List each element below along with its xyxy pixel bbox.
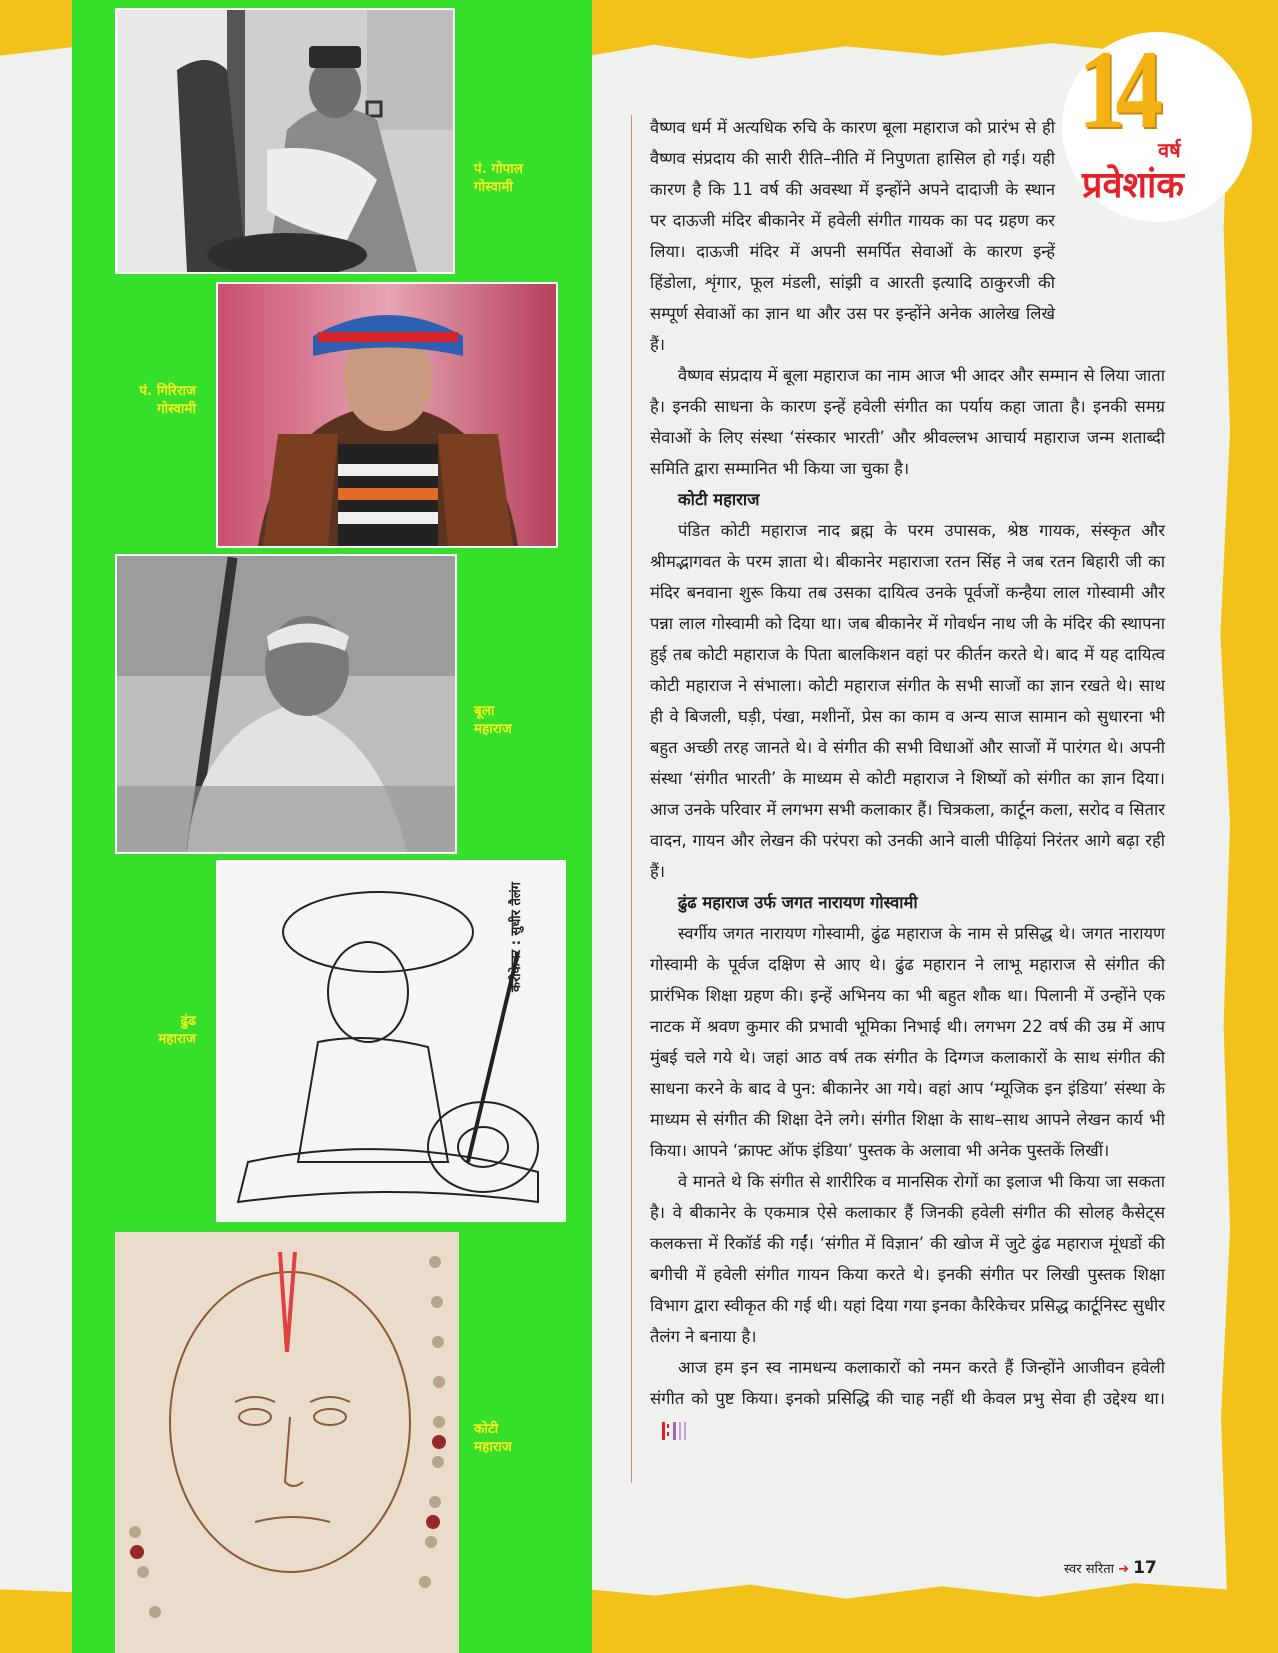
caption-line: महाराज (474, 1439, 512, 1455)
paragraph: वैष्णव धर्म में अत्यधिक रुचि के कारण बूला महाराज को प्रारंभ से ही वैष्णव संप्रदाय की सारी रीति–नीति में निपुणता हासिल हो गई। यही कारण है कि 11 वर्ष की अवस्था में इन्होंने अपने दादाजी के स्थान पर दाऊजी मंदिर बीकानेर में हवेली संगीत गायक का पद ग्रहण कर लिया। दाऊजी मंदिर में अपनी समर्पित सेवाओं के कारण इन्हें हिंडोला, शृंगार, फूल मंडली, सांझी व आरती इत्यादि ठाकुरजी की सम्पूर्ण सेवाओं का ज्ञान था और उस पर इन्होंने अनेक आलेख लिखे हैं। (650, 118, 1055, 354)
caption-line: कोटी (474, 1421, 499, 1437)
page-number: 17 (1133, 1558, 1157, 1578)
margin-rule (631, 115, 632, 1483)
photo-gopal-goswami (115, 8, 455, 274)
end-mark-icon (660, 1420, 694, 1442)
caption-line: बूला (474, 703, 495, 719)
paragraph: वे मानते थे कि संगीत से शारीरिक व मानसिक रोगों का इलाज भी किया जा सकता है। वे बीकानेर के एकमात्र ऐसे कलाकार हैं जिनकी हवेली संगीत की सोलह कैसेट्स कलकत्ता में रिकॉर्ड की गईं। ‘संगीत में विज्ञान’ की खोज में जुटे ढुंढ महाराज मूंधडों की बगीची में हवेली संगीत गायन किया करते थे। इनकी संगीत पर लिखी पुस्तक शिक्षा विभाग द्वारा स्वीकृत की गई थी। यहां दिया गया इनका कैरिकेचर प्रसिद्ध कार्टूनिस्ट सुधीर तैलंग ने बनाया है। (650, 1172, 1165, 1346)
page-footer (1064, 1558, 1157, 1578)
caption-line: पं. गिरिराज (139, 383, 196, 399)
paragraph: स्वर्गीय जगत नारायण गोस्वामी, ढुंढ महाराज के नाम से प्रसिद्ध थे। जगत नारायण गोस्वामी के पूर्वज दक्षिण से आए थे। ढुंढ महारान ने लाभू महाराज से संगीत की प्रारंभिक शिक्षा ग्रहण की। इन्हें अभिनय का भी बहुत शौक था। पिलानी में उन्होंने एक नाटक में श्रवण कुमार की प्रभावी भूमिका निभाई थी। लगभग 22 वर्ष की उम्र में आप मुंबई चले गये थे। जहां आठ वर्ष तक संगीत के दिग्गज कलाकारों के साथ संगीत की साधना करने के बाद वे पुन: बीकानेर आ गये। वहां आप ‘म्यूजिक इन इंडिया’ संस्था के माध्यम से संगीत की शिक्षा देने लगे। संगीत शिक्षा के साथ–साथ आपने लेखन कार्य भी किया। आपने ‘क्राफ्ट ऑफ इंडिया’ पुस्तक के अलावा भी अनेक पुस्तकें लिखीं। (650, 924, 1165, 1160)
paragraph: वैष्णव संप्रदाय में बूला महाराज का नाम आज भी आदर और सम्मान से लिया जाता है। इनकी साधना के कारण इन्हें हवेली संगीत का पर्याय कहा जाता है। इनकी समग्र सेवाओं के लिए संस्था ‘संस्कार भारती’ और श्रीवल्लभ आचार्य महाराज जन्म शताब्दी समिति द्वारा सम्मानित भी किया जा चुका है। (650, 366, 1165, 478)
paragraph-text: आज हम इन स्व नामधन्य कलाकारों को नमन करते हैं जिन्होंने आजीवन हवेली संगीत को पुष्ट किया। इनको प्रसिद्धि की चाह नहीं थी केवल प्रभु सेवा ही उद्देश्य था। (650, 1358, 1165, 1408)
caption-line: गोस्वामी (157, 401, 196, 417)
caricature-dhundh-maharaj (216, 860, 566, 1222)
caption-koti-maharaj (474, 1420, 512, 1456)
caption-line: महाराज (158, 1031, 196, 1047)
caption-line: ढुंढ (180, 1013, 196, 1029)
portrait-koti-maharaj (115, 1232, 459, 1653)
caption-gopal-goswami (474, 160, 523, 196)
magazine-name: स्वर सरिता (1064, 1562, 1114, 1577)
paragraph-closing (650, 1352, 1165, 1445)
caption-line: पं. गोपाल (474, 161, 523, 177)
section-heading: ढुंढ महाराज उर्फ जगत नारायण गोस्वामी (678, 893, 918, 912)
badge-number: 14 (1078, 28, 1153, 152)
caricature-credit: कैरीकेचर : सुधीर तैलंग (509, 882, 524, 993)
badge-title: प्रवेशांक (1082, 165, 1184, 206)
paragraph: पंडित कोटी महाराज नाद ब्रह्म के परम उपासक, श्रेष्ठ गायक, संस्कृत और श्रीमद्भागवत के परम ज्ञाता थे। बीकानेर महाराजा रतन सिंह ने जब रतन बिहारी जी का मंदिर बनवाना शुरू किया तब उसका दायित्व उनके पूर्वजों कन्हैया लाल गोस्वामी और पन्ना लाल गोस्वामी को दिया था। जब बीकानेर में गोवर्धन नाथ जी के मंदिर की स्थापना हुई तब कोटी महाराज के पिता बालकिशन वहां पर कीर्तन करते थे। बाद में यह दायित्व कोटी महाराज ने संभाला। कोटी महाराज संगीत के सभी साजों का ज्ञान रखते थे। साथ ही वे बिजली, घड़ी, पंखा, मशीनों, प्रेस का काम व अन्य साज सामान को सुधारना भी बहुत अच्छी तरह जानते थे। वे संगीत की सभी विधाओं और साजों में पारंगत थे। अपनी संस्था ‘संगीत भारती’ के माध्यम से कोटी महाराज ने शिष्यों को संगीत का ज्ञान दिया। आज उनके परिवार में लगभग सभी कलाकार हैं। चित्रकला, कार्टून कला, सरोद व सितार वादन, गायन और लेखन की परंपरा को उनकी आने वाली पीढ़ियां निरंतर आगे बढ़ा रही हैं। (650, 521, 1165, 881)
badge-varsh: वर्ष (1158, 138, 1181, 162)
caption-dhundh-maharaj (100, 1012, 196, 1048)
photo-boola-maharaj (115, 554, 457, 854)
section-heading: कोटी महाराज (678, 490, 760, 509)
caption-boola-maharaj (474, 702, 512, 738)
arrow-icon: ➜ (1118, 1562, 1130, 1577)
photo-giriraj-goswami (216, 282, 558, 548)
torn-paper-left (0, 40, 80, 1605)
article-body (650, 112, 1165, 1445)
caption-giriraj-goswami (100, 382, 196, 418)
caption-line: गोस्वामी (474, 179, 513, 195)
caption-line: महाराज (474, 721, 512, 737)
